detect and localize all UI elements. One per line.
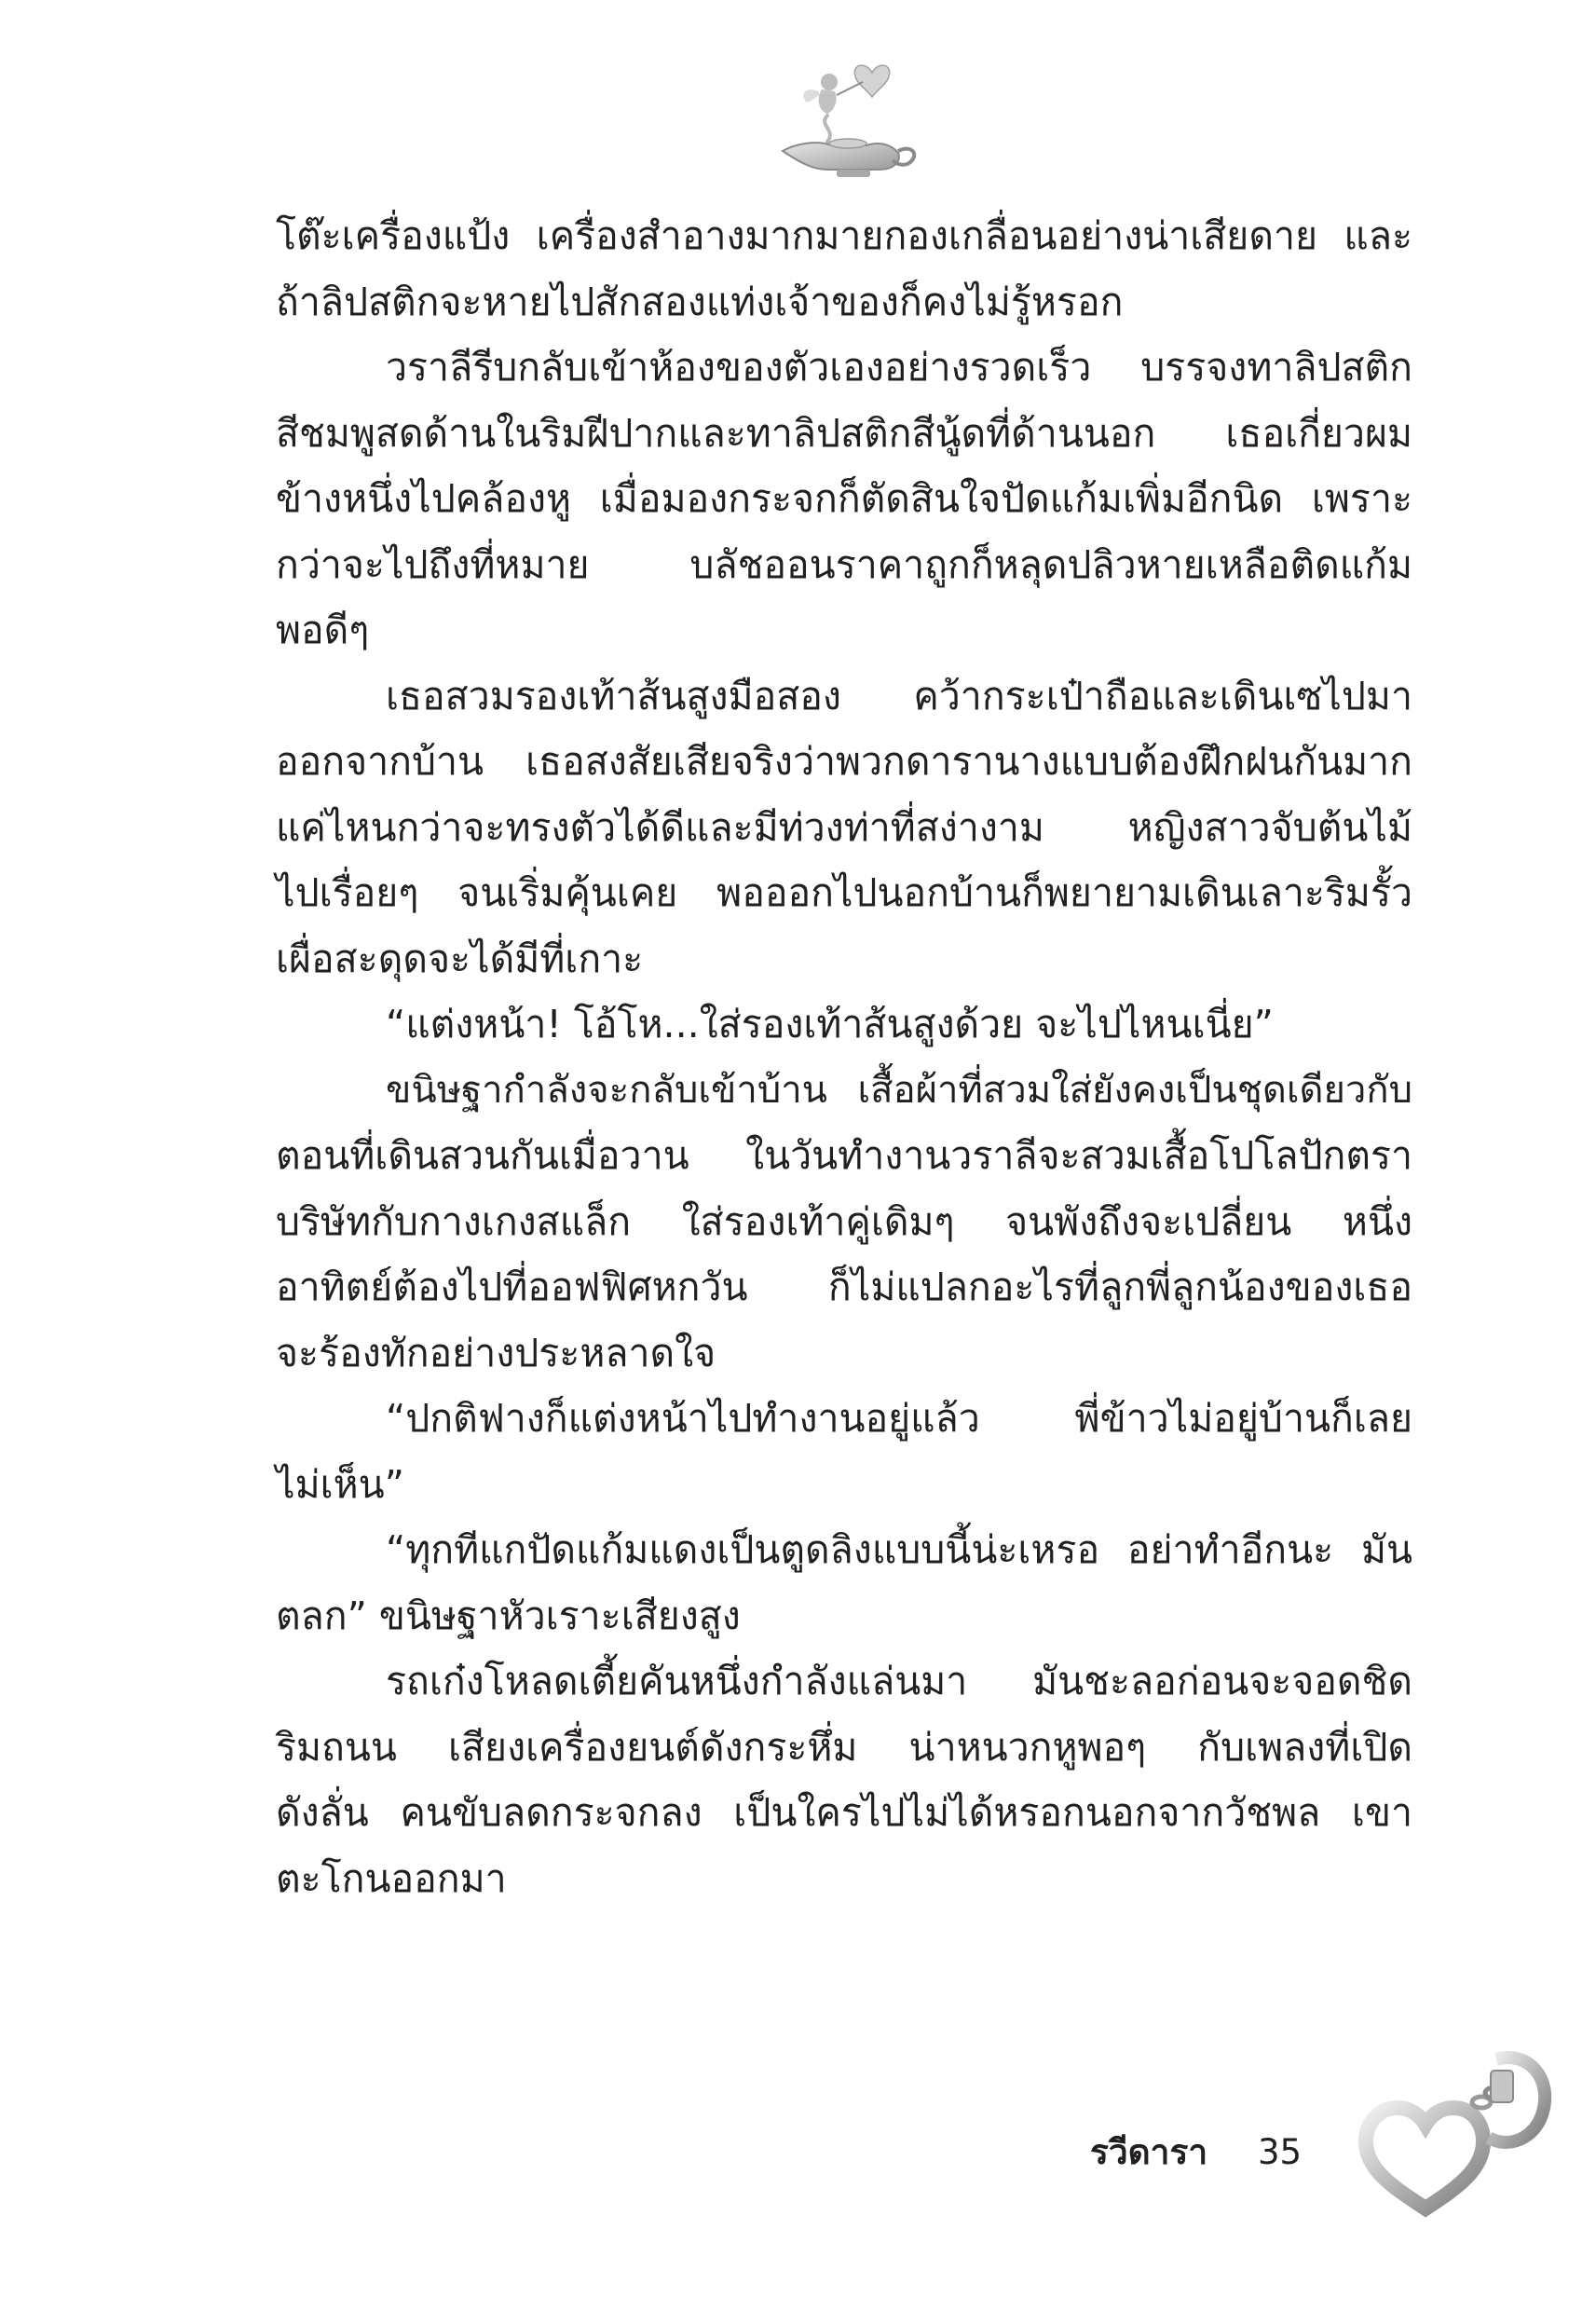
text-line: เผื่อสะดุดจะได้มีที่เกาะ [276,936,644,981]
text-line: อาทิตย์ต้องไปที่ออฟฟิศหกวัน ก็ไม่แปลกอะไรที่ลูกพี่ลูกน้องของเธอ [276,1265,1412,1309]
text-line: วราลีรีบกลับเข้าห้องของตัวเองอย่างรวดเร็ว บรรจงทาลิปสติก [386,345,1412,390]
text-line: บริษัทกับกางเกงสแล็ก ใส่รองเท้าคู่เดิมๆ จนพังถึงจะเปลี่ยน หนึ่ง [276,1198,1412,1244]
text-line: ริมถนน เสียงเครื่องยนต์ดังกระหึ่ม น่าหนวกหูพอๆ กับเพลงที่เปิด [276,1724,1412,1770]
text-line: โต๊ะเครื่องแป้ง เครื่องสำอางมากมายกองเกลื่อนอย่างน่าเสียดาย และ [276,213,1412,258]
text-line: ข้างหนึ่งไปคล้องหู เมื่อมองกระจกก็ตัดสินใจปัดแก้มเพิ่มอีกนิด เพราะ [276,476,1412,521]
text-line: ไม่เห็น” [276,1461,404,1507]
text-line: พอดีๆ [276,608,370,652]
text-line: รถเก๋งโหลดเตี้ยคันหนึ่งกำลังแล่นมา มันชะลอก่อนจะจอดชิด [386,1659,1412,1703]
text-line: ขนิษฐากำลังจะกลับเข้าบ้าน เสื้อผ้าที่สวมใส่ยังคงเป็นชุดเดียวกับ [386,1068,1412,1112]
text-line: กว่าจะไปถึงที่หมาย บลัชออนราคาถูกก็หลุดปลิวหายเหลือติดแก้ม [276,541,1412,587]
footer-book-title: รวีดารา [1090,2132,1208,2172]
text-line: ออกจากบ้าน เธอสงสัยเสียจริงว่าพวกดารานางแบบต้องฝึกฝนกันมาก [276,739,1412,784]
text-line: ตะโกนออกมา [276,1855,507,1901]
text-line: ดังลั่น คนขับลดกระจกลง เป็นใครไปไม่ได้หรอกนอกจากวัชพล เขา [276,1790,1412,1835]
text-line: สีชมพูสดด้านในริมฝีปากและทาลิปสติกสีนู้ดที่ด้านนอก เธอเกี่ยวผม [276,410,1412,456]
text-line: ไปเรื่อยๆ จนเริ่มคุ้นเคย พอออกไปนอกบ้านก็พยายามเดินเลาะริมรั้ว [276,870,1412,915]
text-line: แค่ไหนกว่าจะทรงตัวได้ดีและมีท่วงท่าที่สง่างาม หญิงสาวจับต้นไม้ [276,804,1412,850]
text-line: “ทุกทีแกปัดแก้มแดงเป็นตูดลิงแบบนี้น่ะเหรอ อย่าทำอีกนะ มัน [386,1527,1412,1572]
text-line: “ปกติฟางก็แต่งหน้าไปทำงานอยู่แล้ว พี่ข้าวไม่อยู่บ้านก็เลย [386,1396,1412,1441]
text-line: “แต่งหน้า! โอ้โห...ใส่รองเท้าส้นสูงด้วย จะไปไหนเนี่ย” [386,1002,1274,1046]
handcuffs-heart-icon [1332,2022,1556,2227]
text-line: จะร้องทักอย่างประหลาดใจ [276,1330,716,1375]
text-line: เธอสวมรองเท้าส้นสูงมือสอง คว้ากระเป๋าถือและเดินเซไปมา [386,673,1412,718]
text-line: ถ้าลิปสติกจะหายไปสักสองแท่งเจ้าของก็คงไม่รู้หรอก [276,279,1124,324]
page-number: 35 [1258,2132,1303,2172]
text-line: ตลก” ขนิษฐาหัวเราะเสียงสูง [276,1593,741,1638]
body-text [276,203,1412,2030]
text-line: ตอนที่เดินสวนกันเมื่อวาน ในวันทำงานวราลีจะสวมเสื้อโปโลปักตรา [276,1133,1412,1178]
genie-lamp-cupid-icon [762,54,930,185]
